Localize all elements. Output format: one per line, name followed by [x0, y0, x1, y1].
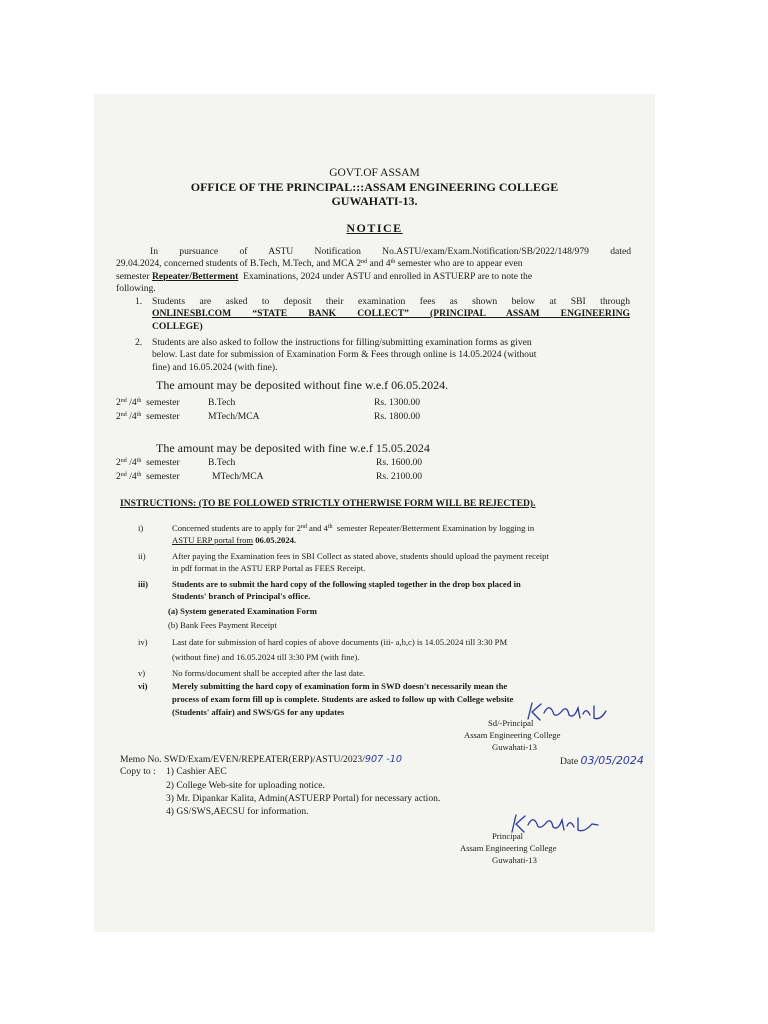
- signature-2-college: Assam Engineering College: [460, 843, 557, 853]
- signature-1-city: Guwahati-13: [492, 742, 537, 752]
- copy-to-item: 3) Mr. Dipankar Kalita, Admin(ASTUERP Portal) for necessary action.: [166, 793, 441, 804]
- fee-course: MTech/MCA: [208, 411, 260, 422]
- principal-signature-1: [522, 699, 622, 725]
- intro-line-3: semester Repeater/Betterment Examinations, 2024 under ASTU and enrolled in ASTUERP are to note the: [116, 271, 533, 282]
- instruction-ii-line-1: After paying the Examination fees in SBI Collect as stated above, students should upload the payment receipt: [172, 551, 549, 561]
- instruction-number: iii): [138, 579, 149, 589]
- instruction-i-line-2: ASTU ERP portal from 06.05.2024.: [172, 535, 297, 545]
- fee-course: B.Tech: [208, 457, 236, 468]
- fee-amount: Rs. 1600.00: [376, 457, 423, 468]
- instruction-number: ii): [138, 551, 146, 561]
- point-1-line-1: Students are asked to deposit their examination fees as shown below at SBI through: [152, 296, 630, 307]
- fee-row: 2nd /4th semester: [116, 397, 180, 408]
- instruction-iv-line-1: Last date for submission of hard copies of above documents (iii- a,b,c) is 14.05.2024 till 3:30 PM: [172, 637, 508, 647]
- instruction-vi-line-3: (Students' affair) and SWS/GS for any updates: [172, 707, 345, 717]
- header-govt: GOVT.OF ASSAM: [329, 167, 420, 179]
- fee-amount: Rs. 1300.00: [374, 397, 421, 408]
- instruction-iii-sub-a: (a) System generated Examination Form: [168, 606, 317, 616]
- memo-date: Date 03/05/2024: [560, 754, 644, 767]
- point-2-line-2: below. Last date for submission of Examination Form & Fees through online is 14.05.2024 (without: [152, 349, 537, 360]
- intro-line-4: following.: [116, 283, 156, 294]
- memo-number: Memo No. SWD/Exam/EVEN/REPEATER(ERP)/ASTU/2023/907 -10: [120, 754, 402, 765]
- fee-row: 2nd /4th semester: [116, 411, 180, 422]
- fees-with-fine-heading: The amount may be deposited with fine w.e.f 15.05.2024: [156, 441, 430, 455]
- intro-line-1: In pursuance of ASTU Notification No.ASTU/exam/Exam.Notification/SB/2022/148/979 dated: [150, 246, 631, 257]
- instruction-vi-line-2: process of exam form fill up is complete. Students are asked to follow up with College website: [172, 694, 514, 704]
- instructions-heading: INSTRUCTIONS: (TO BE FOLLOWED STRICTLY OTHERWISE FORM WILL BE REJECTED).: [120, 498, 536, 509]
- instruction-number: i): [138, 523, 144, 533]
- instruction-iii-line-1: Students are to submit the hard copy of the following stapled together in the drop box placed in: [172, 579, 521, 589]
- signature-1-title: Sd/-Principal: [488, 718, 534, 728]
- instruction-number: vi): [138, 681, 148, 691]
- instruction-vi-line-1: Merely submitting the hard copy of examination form in SWD doesn't necessarily mean the: [172, 681, 508, 691]
- copy-to-item: 2) College Web-site for uploading notice.: [166, 780, 325, 791]
- fee-row: 2nd /4th semester: [116, 457, 180, 468]
- instruction-number: iv): [138, 637, 148, 647]
- signature-1-college: Assam Engineering College: [464, 730, 561, 740]
- intro-line-2: 29.04.2024, concerned students of B.Tech, M.Tech, and MCA 2nd and 4th semester who are to appear even: [116, 258, 523, 269]
- memo-handwritten-date: 03/05/2024: [580, 754, 644, 767]
- copy-to-item: 4) GS/SWS,AECSU for information.: [166, 806, 309, 817]
- copy-to-label: Copy to :: [120, 766, 156, 777]
- instruction-v-line-1: No forms/document shall be accepted after the last date.: [172, 668, 366, 678]
- fees-without-fine-heading: The amount may be deposited without fine w.e.f 06.05.2024.: [156, 378, 449, 392]
- copy-to-item: 1) Cashier AEC: [166, 766, 227, 777]
- fee-course: MTech/MCA: [212, 471, 264, 482]
- point-1-line-3: COLLEGE): [152, 321, 203, 332]
- page-title: NOTICE: [346, 221, 403, 235]
- header-office: OFFICE OF THE PRINCIPAL:::ASSAM ENGINEERING COLLEGE: [190, 180, 559, 194]
- instruction-i-line-1: Concerned students are to apply for 2nd and 4th semester Repeater/Betterment Examination by logging in: [172, 523, 535, 533]
- fee-course: B.Tech: [208, 397, 236, 408]
- instruction-ii-line-2: in pdf format in the ASTU ERP Portal as FEES Receipt.: [172, 563, 366, 573]
- instruction-iii-sub-b: (b) Bank Fees Payment Receipt: [168, 620, 277, 630]
- instruction-number: v): [138, 668, 146, 678]
- memo-handwritten-number: 907 -10: [364, 754, 402, 765]
- point-2-line-3: fine) and 16.05.2024 (with fine).: [152, 362, 278, 373]
- instruction-iii-line-2: Students' branch of Principal's office.: [172, 591, 311, 601]
- notice-paper: [94, 94, 655, 932]
- signature-2-title: Principal: [492, 831, 524, 841]
- fee-amount: Rs. 1800.00: [374, 411, 421, 422]
- header-city: GUWAHATI-13.: [331, 194, 418, 208]
- signature-2-city: Guwahati-13: [492, 855, 537, 865]
- point-1-number: 1.: [135, 296, 143, 307]
- repeater-betterment-label: Repeater/Betterment: [151, 271, 239, 282]
- point-1-line-2: ONLINESBI.COM “STATE BANK COLLECT” (PRINCIPAL ASSAM ENGINEERING: [152, 308, 630, 319]
- fee-amount: Rs. 2100.00: [376, 471, 423, 482]
- point-2-number: 2.: [135, 337, 143, 348]
- instruction-iv-line-2: (without fine) and 16.05.2024 till 3:30 PM (with fine).: [172, 652, 360, 662]
- fee-row: 2nd /4th semester: [116, 471, 180, 482]
- point-2-line-1: Students are also asked to follow the instructions for filling/submitting examination forms as given: [152, 337, 532, 348]
